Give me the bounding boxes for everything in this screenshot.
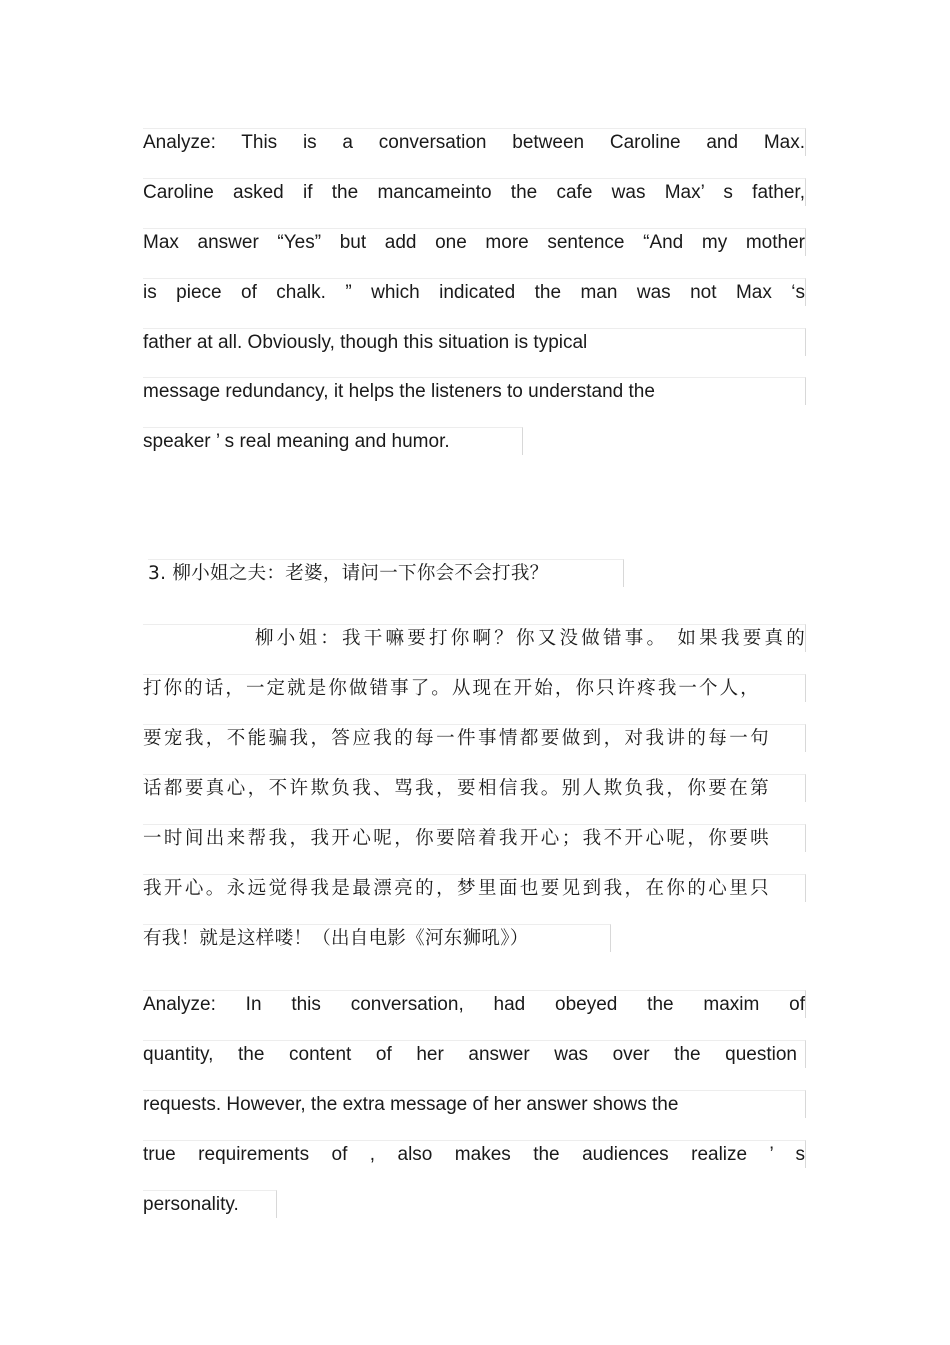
dialogue-line: 话都要真心，不许欺负我、骂我，要相信我。别人欺负我，你要在第: [143, 774, 806, 802]
analysis-line: personality.: [143, 1190, 277, 1218]
dialogue-line: 柳小姐：我干嘛要打你啊？你又没做错事。 如果我要真的: [143, 624, 806, 652]
dialogue-line: 要宠我，不能骗我，答应我的每一件事情都要做到，对我讲的每一句: [143, 724, 806, 752]
dialogue-line: 打你的话，一定就是你做错事了。从现在开始，你只许疼我一个人，: [143, 674, 806, 702]
analysis-line: quantity, the content of her answer was over the question: [143, 1040, 806, 1068]
dialogue-line: 我开心。永远觉得我是最漂亮的，梦里面也要见到我，在你的心里只: [143, 874, 806, 902]
analysis-line: Caroline asked if the mancameinto the cafe was Max’ s father,: [143, 178, 806, 206]
analysis-line: is piece of chalk. ” which indicated the man was not Max ‘s: [143, 278, 806, 306]
analysis-line: Max answer “Yes” but add one more sentence “And my mother: [143, 228, 806, 256]
section-heading: 3. 柳小姐之夫：老婆，请问一下你会不会打我？: [148, 559, 624, 587]
analysis-line: requests. However, the extra message of her answer shows the: [143, 1090, 806, 1118]
analysis-line: message redundancy, it helps the listeners to understand the: [143, 377, 806, 405]
analysis-line: speaker ’ s real meaning and humor.: [143, 427, 523, 455]
analysis-line: Analyze: In this conversation, had obeyed the maxim of: [143, 990, 806, 1018]
dialogue-line: 有我！就是这样喽！（出自电影《河东狮吼》）: [143, 924, 611, 952]
analysis-line: Analyze: This is a conversation between Caroline and Max.: [143, 128, 806, 156]
dialogue-line: 一时间出来帮我，我开心呢，你要陪着我开心；我不开心呢，你要哄: [143, 824, 806, 852]
analysis-line: true requirements of , also makes the audiences realize ’ s: [143, 1140, 806, 1168]
analysis-line: father at all. Obviously, though this situation is typical: [143, 328, 806, 356]
